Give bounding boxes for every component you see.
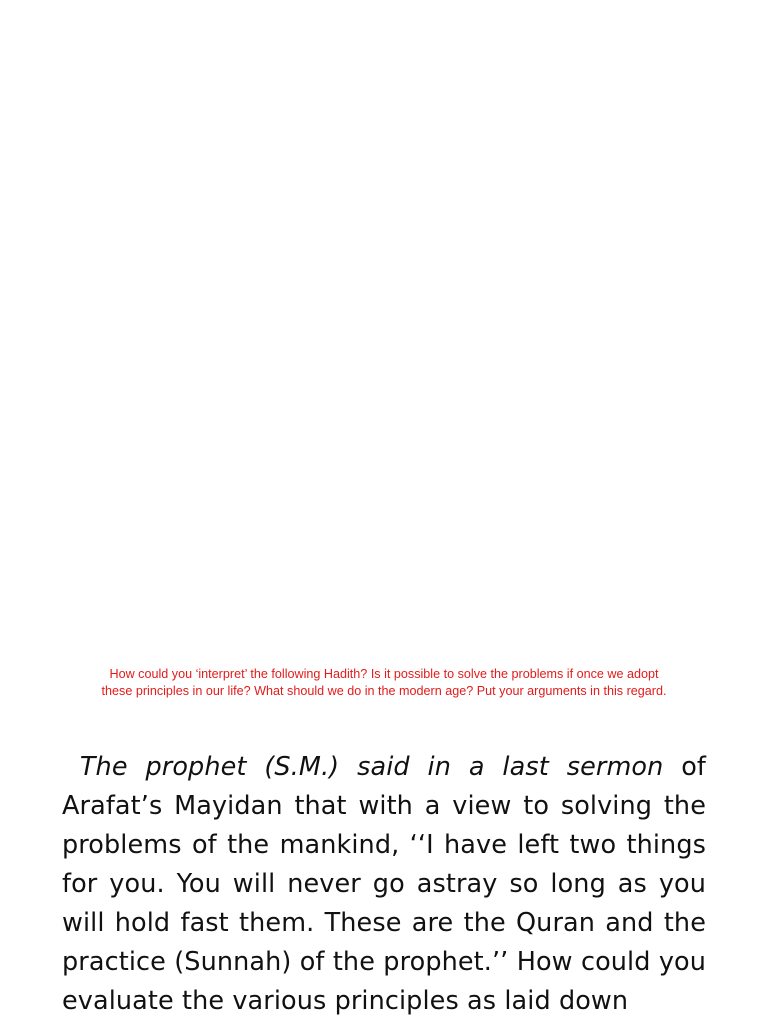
question-line-2: these principles in our life? What should we do in the modern age? Put your arguments in this regard. — [101, 684, 667, 698]
question-prompt — [40, 666, 728, 700]
hadith-passage — [62, 748, 706, 1021]
passage-body: of Arafat’s Mayidan that with a view to solving the problems of the mankind, ‘‘I have left two things for you. You will never go astray so long as you will hold fast them. These are the Quran and the practice (Sunnah) of the prophet.’’ How could you evaluate the various principles as laid down — [62, 752, 706, 1016]
question-line-1: How could you ‘interpret’ the following Hadith? Is it possible to solve the problems if once we adopt — [109, 667, 659, 681]
passage-italic-lead: The prophet (S.M.) said in a last sermon — [79, 752, 664, 782]
